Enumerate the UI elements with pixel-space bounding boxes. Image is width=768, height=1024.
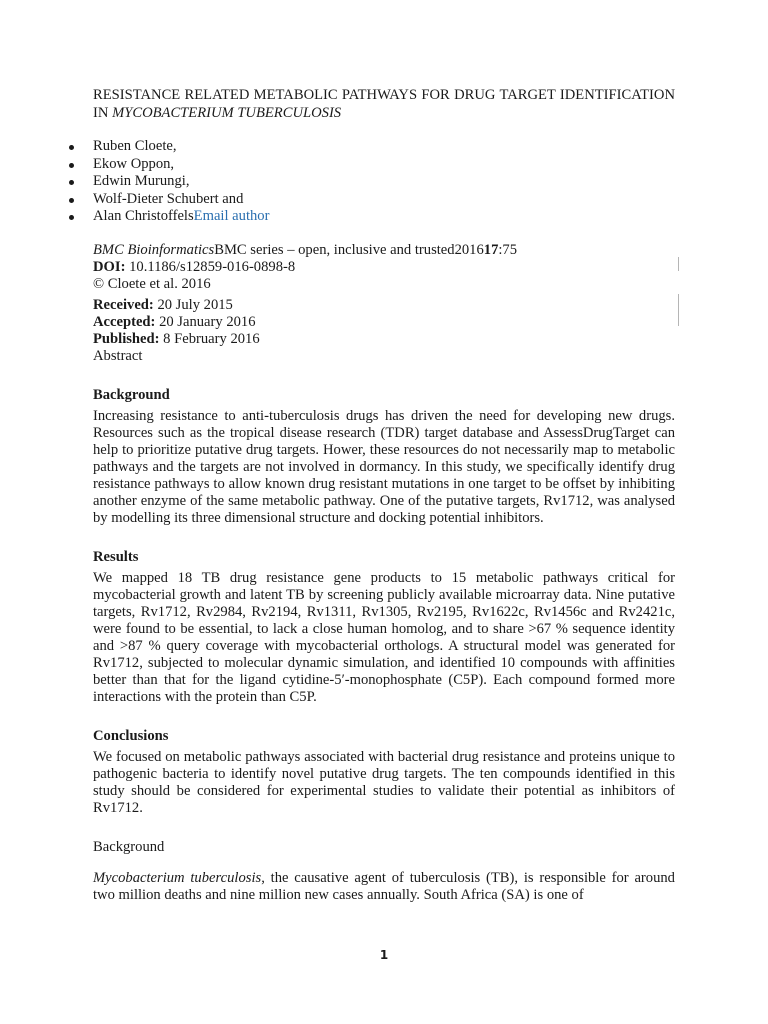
doi-line (93, 259, 675, 276)
article-number: :75 (498, 241, 518, 258)
doi-value: 10.1186/s12859-016-0898-8 (129, 258, 296, 275)
accepted-label: Accepted: (93, 313, 156, 330)
published-date: 8 February 2016 (163, 330, 260, 347)
body-background-heading: Background (93, 838, 165, 855)
doi-label: DOI: (93, 258, 126, 275)
author-name: Ekow Oppon, (93, 155, 175, 172)
author-name: Ruben Cloete, (93, 138, 177, 154)
author-item (93, 191, 675, 209)
intro-paragraph (93, 870, 675, 904)
accepted-line (93, 314, 675, 331)
published-line (93, 331, 675, 348)
title-organism: MYCOBACTERIUM TUBERCULOSIS (112, 105, 342, 121)
email-author-link[interactable]: Email author (193, 208, 270, 224)
accepted-date: 20 January 2016 (159, 313, 256, 330)
year: 2016 (454, 241, 484, 258)
author-item (93, 156, 675, 174)
author-list (93, 138, 675, 226)
citation-line (93, 242, 675, 259)
paper-title (93, 86, 675, 122)
author-item (93, 208, 675, 226)
abstract-results-text: We mapped 18 TB drug resistance gene products to 15 metabolic pathways critical for mycobacterial growth and latent TB by screening publicly available microarray data. Nine putative targets, Rv1712, Rv2984, Rv2194, Rv1311, Rv1305, Rv2195, Rv1622c, Rv1456c and Rv2421c, were found to be essential, to lack a close human homolog, and to share >67 % sequence identity and >87 % query coverage with mycobacterial orthologs. A structural model was generated for Rv1712, subjected to molecular dynamic simulation, and identified 10 compounds with affinities better than that for the ligand cytidine-5′-monophosphate (C5P). Each compound formed more interactions with the protein than C5P. (93, 569, 675, 705)
author-name: Edwin Murungi, (93, 173, 190, 189)
published-label: Published: (93, 330, 160, 347)
margin-mark (678, 257, 679, 271)
journal-name: BMC Bioinformatics (93, 241, 215, 258)
copyright-line: © Cloete et al. 2016 (93, 275, 211, 292)
abstract-conclusions-heading: Conclusions (93, 727, 169, 744)
abstract-conclusions-text: We focused on metabolic pathways associated with bacterial drug resistance and proteins unique to pathogenic bacteria to identify novel putative drug targets. The ten compounds identified in this study should be considered for experimental studies to validate their potential as inhibitors of Rv1712. (93, 748, 675, 816)
intro-text: , the causative agent of tuberculosis (TB), is responsible for around two million deaths and nine million new cases annually. South Africa (SA) is one of (93, 869, 675, 903)
series-name: BMC series – open, inclusive and trusted (214, 241, 455, 258)
author-item (93, 173, 675, 191)
abstract-background-text: Increasing resistance to anti-tuberculosis drugs has driven the need for developing new drugs. Resources such as the tropical disease research (TDR) target database and AssessDrugTarget can help to prioritize putative drug targets. Hower, these resources do not necessarily map to metabolic pathways and the targets are not involved in dormancy. In this study, we specifically identify drug resistance pathways to allow known drug resistant mutations in one target to be offset by inhibiting another enzyme of the same metabolic pathway. One of the putative targets, Rv1712, was analysed by modelling its three dimensional structure and docking potential inhibitors. (93, 407, 675, 526)
paper-page (93, 86, 675, 904)
margin-mark (678, 294, 679, 326)
author-item (93, 138, 675, 156)
author-name: Alan Christoffels (93, 208, 194, 224)
page-number: 1 (379, 948, 389, 962)
abstract-background-heading: Background (93, 386, 170, 403)
abstract-results-heading: Results (93, 548, 139, 565)
article-meta (93, 242, 675, 365)
intro-organism: Mycobacterium tuberculosis (93, 869, 262, 886)
volume: 17 (483, 241, 499, 258)
received-label: Received: (93, 296, 154, 313)
author-name: Wolf-Dieter Schubert and (93, 190, 244, 207)
received-date: 20 July 2015 (157, 296, 233, 313)
received-line (93, 297, 675, 314)
title-text: RESISTANCE RELATED METABOLIC PATHWAYS FOR DRUG TARGET IDENTIFICATION IN (93, 87, 675, 121)
abstract-label: Abstract (93, 347, 143, 364)
